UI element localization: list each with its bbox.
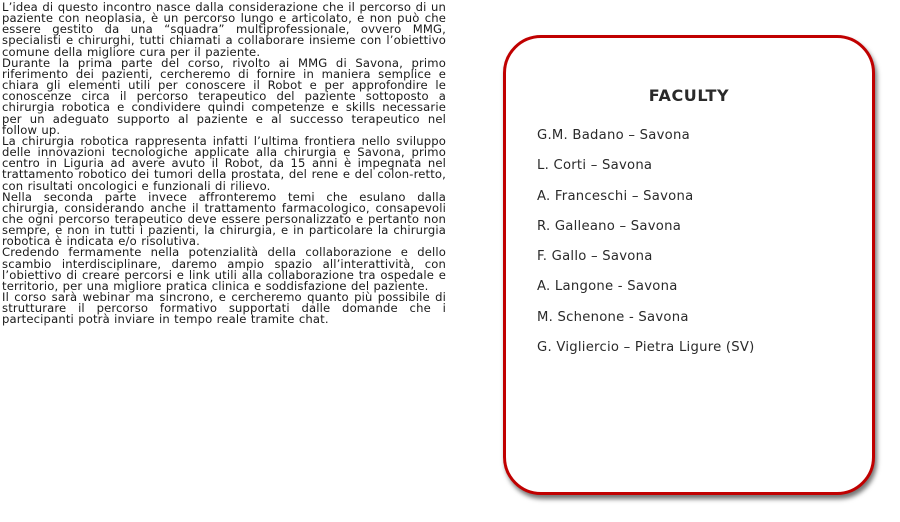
intro-paragraph-4: Nella seconda parte invece affronteremo temi che esulano dalla chirurgia, considerando anche il trattamento farmacologico, consapevoli che ogni percorso terapeutico deve essere personalizzato e pertanto non sempre, e non in tutti i pazienti, la chirurgia, e in particolare la chirurgia robotica è indicata e/o risolutiva. [2,189,446,249]
faculty-member: F. Gallo – Savona [537,249,653,265]
faculty-member: G. Vigliercio – Pietra Ligure (SV) [537,340,755,356]
faculty-member: G.M. Badano – Savona [537,128,690,143]
faculty-member: L. Corti – Savona [537,158,653,174]
intro-paragraph-5: Credendo fermamente nella potenzialità della collaborazione e dello scambio interdisciplinare, daremo ampio spazio all’interattività, con l’obiettivo di creare percorsi e link utili alla collaborazione tra ospedale e territorio, per una migliore pratica clinica e soddisfazione del paziente. [2,245,446,293]
intro-paragraph-2: Durante la prima parte del corso, rivolto ai MMG di Savona, primo riferimento dei pazienti, cercheremo di fornire in maniera semplice e chiara gli elementi utili per conoscere il Robot e per approfondire le conoscenze circa il percorso terapeutico del paziente sottoposto a chirurgia robotica e condividere quindi competenze e skills necessarie per un adeguato supporto al paziente e al successo terapeutico nel follow up. [2,55,446,137]
intro-paragraph-1: L’idea di questo incontro nasce dalla considerazione che il percorso di un paziente con neoplasia, è un percorso lungo e articolato, e non può che essere gestito da una “squadra” multiprofessionale, ovvero MMG, specialisti e chirurghi, tutti chiamati a collaborare insieme con l’obiettivo comune della migliore cura per il paziente. [2,0,446,59]
intro-paragraph-3: La chirurgia robotica rappresenta infatti l’ultima frontiera nello sviluppo delle innovazioni tecnologiche applicate alla chirurgia e Savona, primo centro in Liguria ad avere avuto il Robot, da 15 anni è impegnata nel trattamento robotico dei tumori della prostata, del rene e del colon-retto, con risultati oncologici e funzionali di rilievo. [2,133,446,193]
faculty-member: A. Franceschi – Savona [537,188,694,204]
intro-text [2,2,446,326]
faculty-list [537,128,755,370]
intro-paragraph-6: Il corso sarà webinar ma sincrono, e cercheremo quanto più possibile di strutturare il percorso formativo supportati dalle domande che i partecipanti potrà inviare in tempo reale tramite chat. [2,290,446,327]
faculty-member: A. Langone - Savona [537,279,678,295]
faculty-member: M. Schenone - Savona [537,309,689,325]
faculty-member: R. Galleano – Savona [537,218,682,234]
faculty-title: FACULTY [648,86,730,105]
faculty-box [503,35,875,495]
